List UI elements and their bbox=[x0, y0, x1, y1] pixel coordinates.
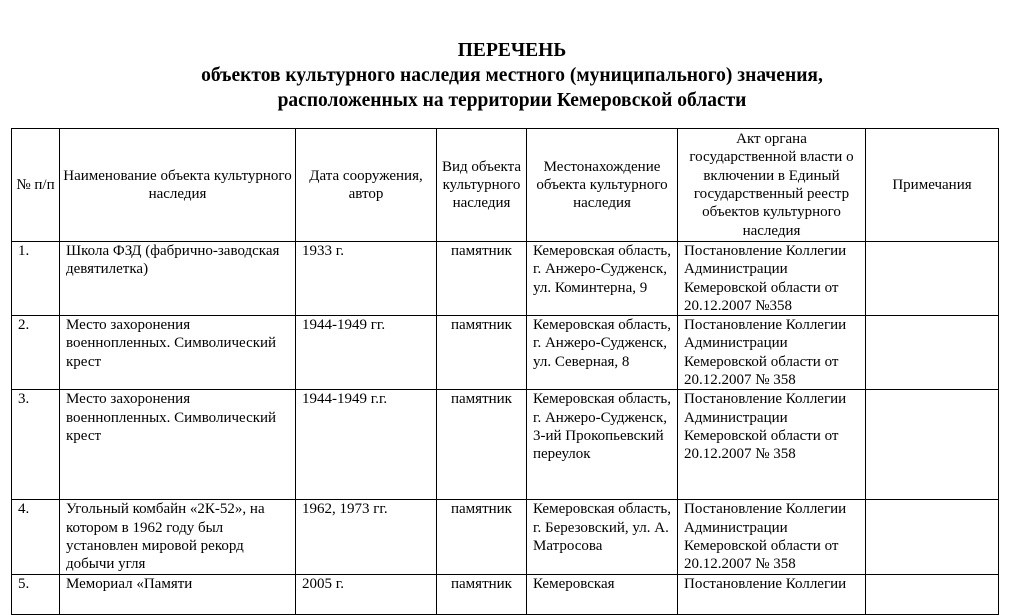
row-number: 2. bbox=[12, 316, 60, 390]
object-type: памятник bbox=[437, 500, 527, 574]
object-type: памятник bbox=[437, 574, 527, 614]
document-title: ПЕРЕЧЕНЬ bbox=[457, 40, 567, 61]
row-number: 1. bbox=[12, 242, 60, 316]
header-location: Местонахождение объекта культурного наследия bbox=[527, 129, 678, 242]
notes bbox=[866, 574, 999, 614]
government-act: Постановление Коллегии Администрации Кемеровской области от 20.12.2007 № 358 bbox=[678, 316, 866, 390]
header-number: № п/п bbox=[12, 129, 60, 242]
notes bbox=[866, 500, 999, 574]
notes bbox=[866, 316, 999, 390]
heritage-register-table bbox=[11, 128, 999, 615]
object-name: Мемориал «Памяти bbox=[60, 574, 296, 614]
document-subtitle-line-2: расположенных на территории Кемеровской области bbox=[277, 90, 747, 111]
government-act: Постановление Коллегии Администрации Кемеровской области от 20.12.2007 № 358 bbox=[678, 500, 866, 574]
object-type: памятник bbox=[437, 390, 527, 500]
construction-date: 1944-1949 гг. bbox=[296, 316, 437, 390]
government-act: Постановление Коллегии bbox=[678, 574, 866, 614]
government-act: Постановление Коллегии Администрации Кемеровской области от 20.12.2007 № 358 bbox=[678, 390, 866, 500]
table-row bbox=[12, 390, 999, 500]
object-location: Кемеровская bbox=[527, 574, 678, 614]
object-name: Угольный комбайн «2К-52», на котором в 1962 году был установлен мировой рекорд добычи угля bbox=[60, 500, 296, 574]
header-construction-date: Дата сооружения, автор bbox=[296, 129, 437, 242]
object-name: Место захоронения военнопленных. Символический крест bbox=[60, 390, 296, 500]
notes bbox=[866, 242, 999, 316]
header-notes: Примечания bbox=[866, 129, 999, 242]
header-government-act: Акт органа государственной власти о включении в Единый государственный реестр объектов культурного наследия bbox=[678, 129, 866, 242]
object-location: Кемеровская область, г. Березовский, ул. А. Матросова bbox=[527, 500, 678, 574]
object-name: Место захоронения военнопленных. Символический крест bbox=[60, 316, 296, 390]
header-object-type: Вид объекта культурного наследия bbox=[437, 129, 527, 242]
notes bbox=[866, 390, 999, 500]
table-row bbox=[12, 574, 999, 614]
table-row bbox=[12, 500, 999, 574]
government-act: Постановление Коллегии Администрации Кемеровской области от 20.12.2007 №358 bbox=[678, 242, 866, 316]
table-header-row bbox=[12, 129, 999, 242]
construction-date: 1933 г. bbox=[296, 242, 437, 316]
row-number: 3. bbox=[12, 390, 60, 500]
row-number: 5. bbox=[12, 574, 60, 614]
table-row bbox=[12, 242, 999, 316]
object-type: памятник bbox=[437, 242, 527, 316]
object-location: Кемеровская область, г. Анжеро-Судженск, 3-ий Прокопьевский переулок bbox=[527, 390, 678, 500]
header-object-name: Наименование объекта культурного наследия bbox=[60, 129, 296, 242]
construction-date: 2005 г. bbox=[296, 574, 437, 614]
construction-date: 1944-1949 г.г. bbox=[296, 390, 437, 500]
object-name: Школа ФЗД (фабрично-заводская девятилетка) bbox=[60, 242, 296, 316]
construction-date: 1962, 1973 гг. bbox=[296, 500, 437, 574]
document-subtitle-line-1: объектов культурного наследия местного (муниципального) значения, bbox=[201, 65, 823, 86]
object-type: памятник bbox=[437, 316, 527, 390]
object-location: Кемеровская область, г. Анжеро-Судженск, ул. Коминтерна, 9 bbox=[527, 242, 678, 316]
row-number: 4. bbox=[12, 500, 60, 574]
table-row bbox=[12, 316, 999, 390]
object-location: Кемеровская область, г. Анжеро-Судженск, ул. Северная, 8 bbox=[527, 316, 678, 390]
